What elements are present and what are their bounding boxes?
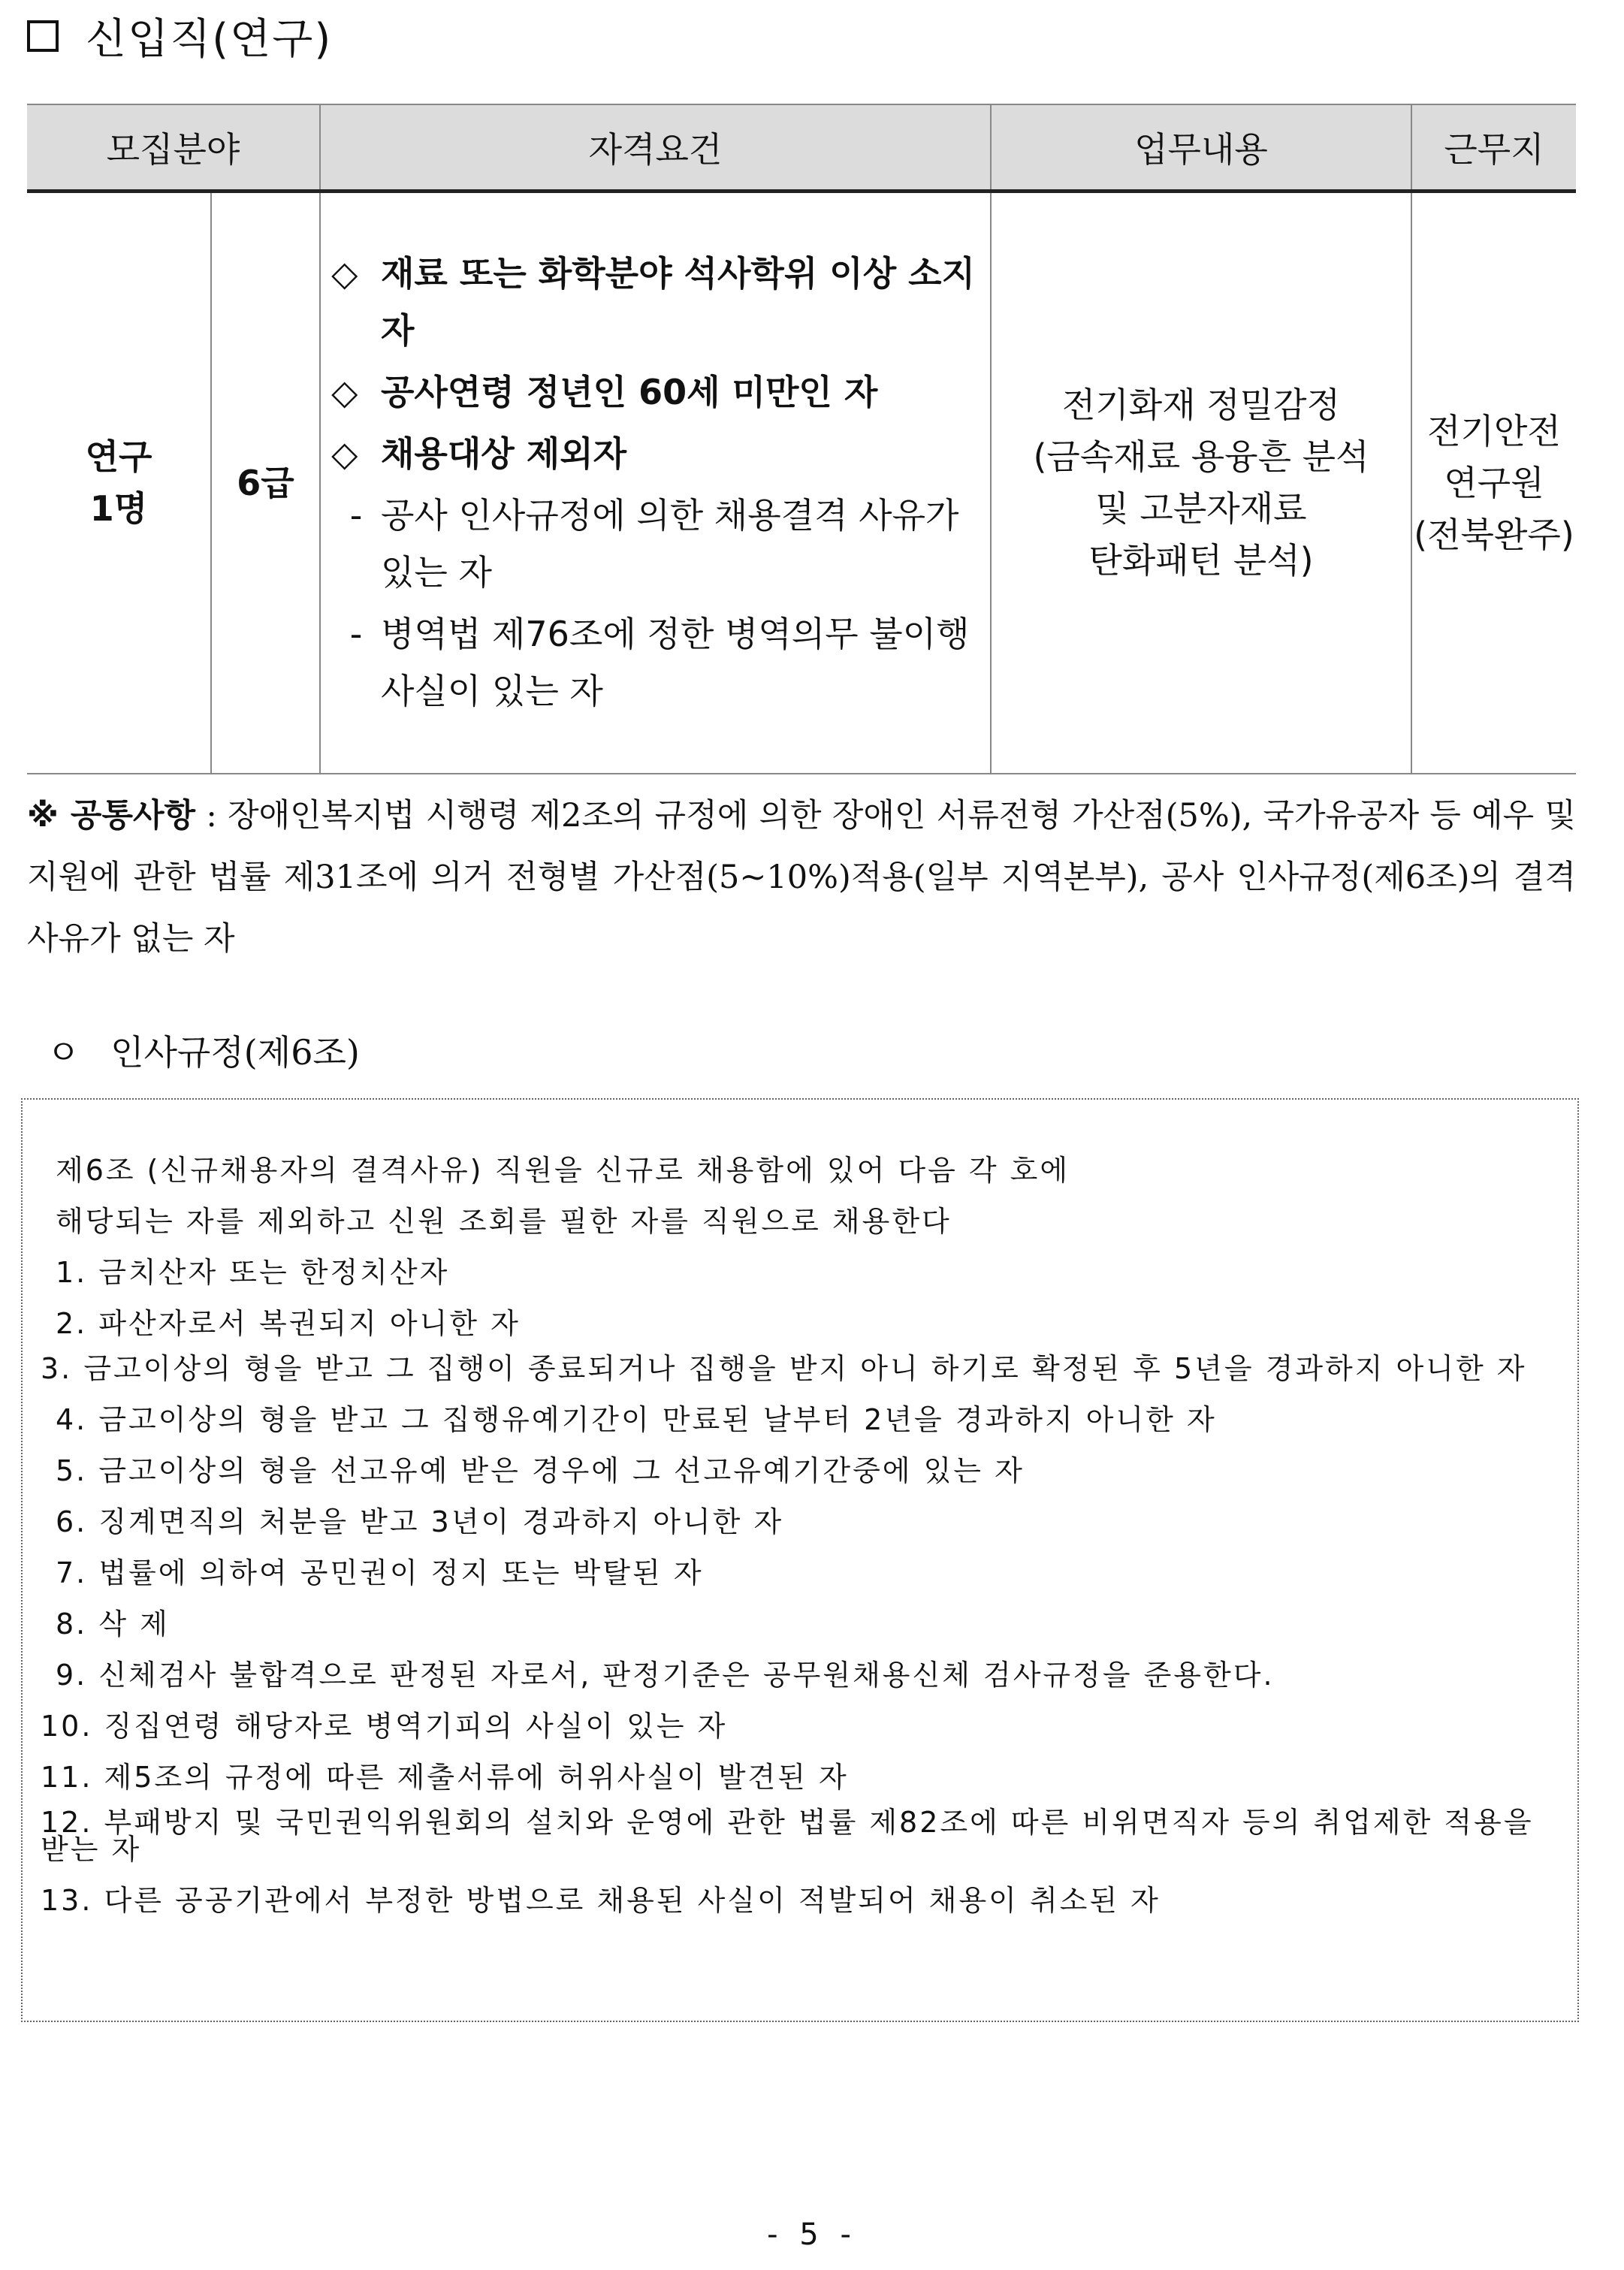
list-item: 4. 금고이상의 형을 받고 그 집행유예기간이 만료된 날부터 2년을 경과하지 아니한 자 [56, 1403, 1217, 1436]
qualifications-cell [320, 192, 991, 774]
list-item: 12. 부패방지 및 국민권익위원회의 설치와 운영에 관한 법률 제82조에 따른 비위면직자 등의 취업제한 적용을 받는 자 [41, 1806, 1534, 1866]
common-text: 장애인복지법 시행령 제2조의 규정에 의한 장애인 서류전형 가산점(5%), 국가유공자 등 예우 및 지원에 관한 법률 제31조에 의거 전형별 가산점(5~10%)적용(일부 지역본부), 공사 인사규정(제6조)의 결격사유가 없는 자 [27, 797, 1577, 958]
qualification-item: ◇ 공사연령 정년인 60세 미만인 자 [331, 364, 986, 421]
location-line: 전기안전 [1427, 410, 1561, 451]
page-title [27, 6, 332, 66]
location-line: 연구원 [1444, 462, 1544, 503]
location-cell [1411, 192, 1576, 774]
list-item: 13. 다른 공공기관에서 부정한 방법으로 채용된 사실이 적발되어 채용이 취소된 자 [41, 1884, 1161, 1917]
header-qualifications: 자격요건 [320, 104, 991, 192]
qualification-subitem: - 공사 인사규정에 의한 채용결격 사유가 있는 자 [331, 488, 986, 602]
duty-line: 전기화재 정밀감정 [1061, 385, 1341, 425]
diamond-bullet-icon: ◇ [331, 433, 358, 475]
table-header-row [27, 104, 1576, 192]
common-label: ※ 공통사항 [27, 797, 196, 835]
diamond-bullet-icon: ◇ [331, 372, 358, 413]
circle-bullet-icon: ㅇ [47, 1032, 80, 1073]
qualification-item: ◇ 재료 또는 화학분야 석사학위 이상 소지자 [331, 246, 986, 360]
page-number: - 5 - [767, 2217, 857, 2252]
duty-line: (금속재료 용융흔 분석 [1033, 436, 1369, 477]
page-title-text: 신입직(연구) [86, 15, 333, 64]
list-item: 9. 신체검사 불합격으로 판정된 자로서, 판정기준은 공무원채용신체 검사규정을 준용한다. [56, 1659, 1275, 1692]
header-location: 근무지 [1411, 104, 1576, 192]
field-name: 연구 [85, 436, 152, 477]
checkbox-square-icon [27, 20, 59, 52]
section-subheading [47, 1025, 360, 1075]
common-requirements: ※ 공통사항 : 장애인복지법 시행령 제2조의 규정에 의한 장애인 서류전형 가산점(5%), 국가유공자 등 예우 및 지원에 관한 법률 제31조에 의거 전형별 가산점(5~10%)적용(일부 지역본부), 공사 인사규정(제6조)의 결격사유가 없는 자 [27, 797, 1577, 958]
field-count: 1명 [89, 488, 148, 529]
duty-line: 및 고분자재료 [1095, 488, 1307, 529]
field-cell [27, 192, 211, 774]
header-field: 모집분야 [27, 104, 320, 192]
recruitment-table [27, 104, 1576, 774]
qualification-subitem: - 병역법 제76조에 정한 병역의무 불이행 사실이 있는 자 [331, 606, 986, 720]
rules-intro: 제6조 (신규채용자의 결격사유) 직원을 신규로 채용함에 있어 다음 각 호에 [56, 1154, 1070, 1187]
table-row [27, 192, 1576, 774]
list-item: 2. 파산자로서 복권되지 아니한 자 [56, 1307, 521, 1340]
list-item: 8. 삭 제 [56, 1607, 170, 1641]
list-item: 11. 제5조의 규정에 따른 제출서류에 허위사실이 발견된 자 [41, 1761, 849, 1794]
rules-intro: 해당되는 자를 제외하고 신원 조회를 필한 자를 직원으로 채용한다 [56, 1205, 952, 1238]
list-item: 6. 징계면직의 처분을 받고 3년이 경과하지 아니한 자 [56, 1505, 784, 1538]
header-duties: 업무내용 [991, 104, 1411, 192]
dash-bullet-icon: - [349, 613, 363, 654]
duty-line: 탄화패턴 분석) [1088, 540, 1314, 581]
grade-cell: 6급 [211, 192, 320, 774]
list-item: 5. 금고이상의 형을 선고유예 받은 경우에 그 선고유예기간중에 있는 자 [56, 1454, 1025, 1487]
qualification-item: ◇ 채용대상 제외자 [331, 426, 986, 483]
list-item: 10. 징집연령 해당자로 병역기피의 사실이 있는 자 [41, 1710, 728, 1743]
list-item: 1. 금치산자 또는 한정치산자 [56, 1256, 450, 1289]
dash-bullet-icon: - [349, 495, 363, 536]
rules-box [21, 1098, 1579, 2022]
list-item: 3. 금고이상의 형을 받고 그 집행이 종료되거나 집행을 받지 아니 하기로 확정된 후 5년을 경과하지 아니한 자 [41, 1352, 1527, 1385]
location-line: (전북완주) [1414, 514, 1574, 555]
subheading-text: 인사규정(제6조) [110, 1032, 360, 1073]
duties-cell [991, 192, 1411, 774]
diamond-bullet-icon: ◇ [331, 253, 358, 294]
list-item: 7. 법률에 의하여 공민권이 정지 또는 박탈된 자 [56, 1556, 704, 1589]
